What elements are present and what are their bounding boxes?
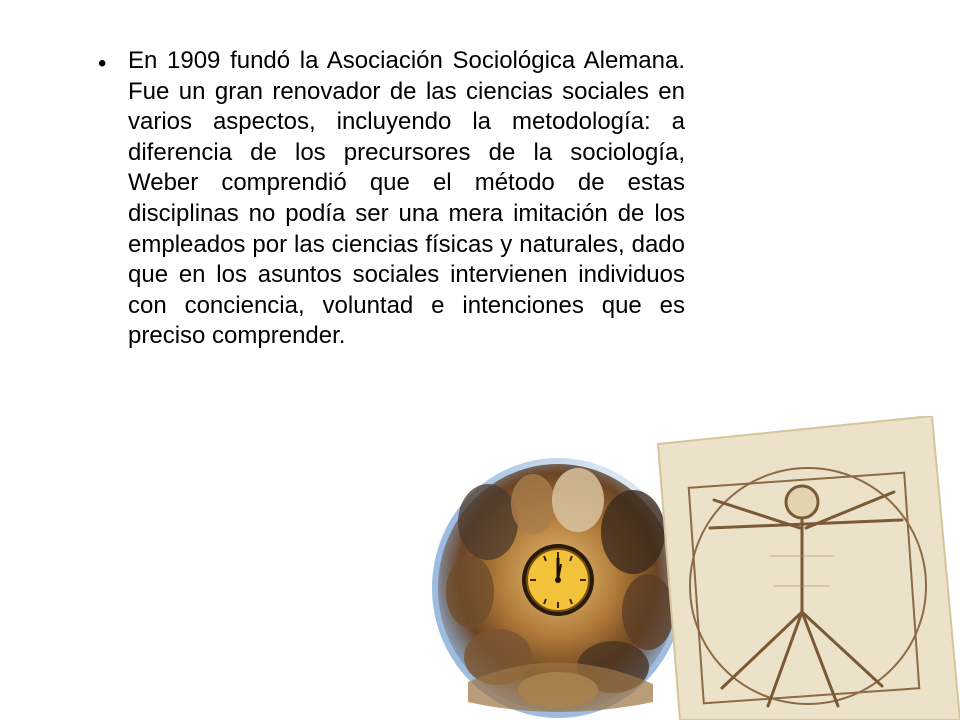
history-clock-collage-image <box>428 452 686 720</box>
paragraph-text: En 1909 fundó la Asociación Sociológica Alemana. Fue un gran renovador de las ciencias sociales en varios aspectos, incluyendo la metodología: a diferencia de los precursores de la sociología, Weber comprendió que el método de estas disciplinas no podía ser una mera imitación de los empleados por las ciencias físicas y naturales, dado que en los asuntos sociales intervienen individuos con conciencia, voluntad e intenciones que es preciso comprender. <box>128 47 685 350</box>
bullet-paragraph <box>98 46 685 352</box>
vitruvian-man-drawing-image <box>650 416 960 720</box>
bullet-marker: • <box>98 50 107 77</box>
